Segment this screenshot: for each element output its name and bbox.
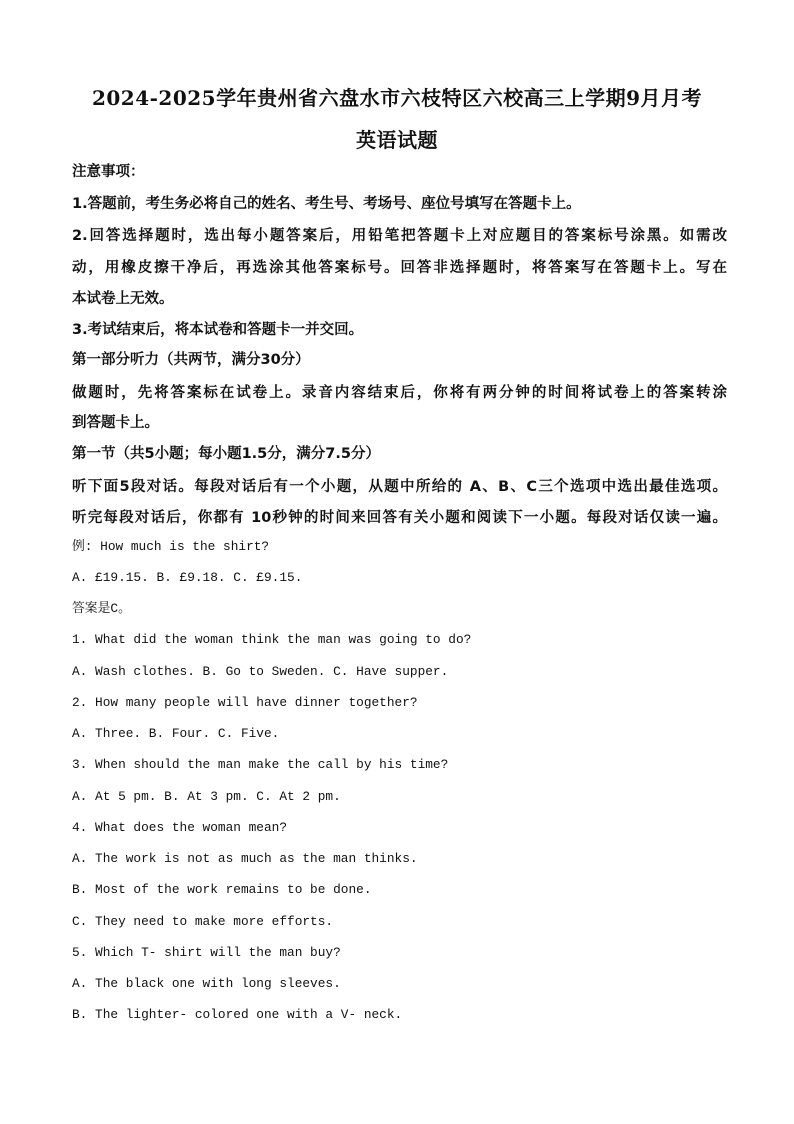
example-answer: 答案是C。 <box>72 601 131 616</box>
part1-heading: 第一部分听力（共两节，满分30分） <box>72 352 310 368</box>
example-options: A. £19.15. B. £9.18. C. £9.15. <box>72 570 303 585</box>
notice-item-2-line-1: 2.回答选择题时，选出每小题答案后，用铅笔把答题卡上对应题目的答案标号涂黑。如需改 <box>72 228 727 244</box>
question-1-options: A. Wash clothes. B. Go to Sweden. C. Have supper. <box>72 664 449 679</box>
question-1: 1. What did the woman think the man was going to do? <box>72 632 472 647</box>
notice-heading: 注意事项： <box>72 164 145 180</box>
notice-item-1: 1.答题前，考生务必将自己的姓名、考生号、考场号、座位号填写在答题卡上。 <box>72 196 581 212</box>
question-3-options: A. At 5 pm. B. At 3 pm. C. At 2 pm. <box>72 789 341 804</box>
section1-heading: 第一节（共5小题；每小题1.5分，满分7.5分） <box>72 446 380 462</box>
question-2: 2. How many people will have dinner together? <box>72 695 418 710</box>
question-4-option-a: A. The work is not as much as the man thinks. <box>72 851 418 866</box>
part1-instruction-line-2: 到答题卡上。 <box>72 415 159 431</box>
notice-item-2-line-3: 本试卷上无效。 <box>72 291 174 307</box>
notice-item-3: 3.考试结束后，将本试卷和答题卡一并交回。 <box>72 322 364 338</box>
document-title-line2: 英语试题 <box>356 128 438 152</box>
part1-instruction-line-1: 做题时，先将答案标在试卷上。录音内容结束后，你将有两分钟的时间将试卷上的答案转涂 <box>72 385 727 401</box>
question-3: 3. When should the man make the call by his time? <box>72 757 449 772</box>
question-5: 5. Which T- shirt will the man buy? <box>72 945 341 960</box>
question-4-option-b: B. Most of the work remains to be done. <box>72 882 372 897</box>
question-5-option-a: A. The black one with long sleeves. <box>72 976 341 991</box>
notice-item-2-line-2: 动，用橡皮擦干净后，再选涂其他答案标号。回答非选择题时，将答案写在答题卡上。写在 <box>72 260 727 276</box>
question-4: 4. What does the woman mean? <box>72 820 288 835</box>
section1-instruction-line-1: 听下面5段对话。每段对话后有一个小题，从题中所给的 A、B、C三个选项中选出最佳选项。 <box>72 479 727 495</box>
question-2-options: A. Three. B. Four. C. Five. <box>72 726 280 741</box>
example-question: 例: How much is the shirt? <box>72 539 270 554</box>
section1-instruction-line-2: 听完每段对话后，你都有 10秒钟的时间来回答有关小题和阅读下一小题。每段对话仅读一遍。 <box>72 510 727 526</box>
question-4-option-c: C. They need to make more efforts. <box>72 914 334 929</box>
document-title-line1: 2024-2025学年贵州省六盘水市六枝特区六校高三上学期9月月考 <box>91 86 703 110</box>
question-5-option-b: B. The lighter- colored one with a V- neck. <box>72 1007 403 1022</box>
